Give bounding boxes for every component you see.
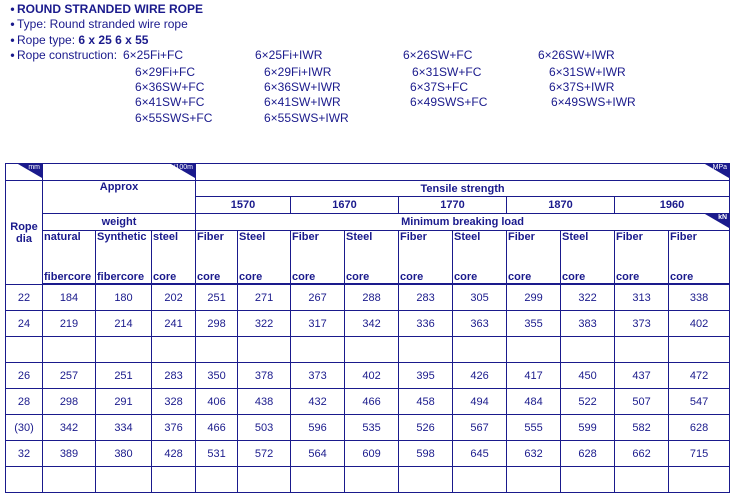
- value-cell: [507, 467, 561, 493]
- value-cell: [615, 337, 669, 363]
- col-label-bottom: core: [346, 271, 370, 283]
- value-cell: [152, 337, 196, 363]
- rope-type-value: 6 x 25 6 x 55: [78, 33, 149, 47]
- value-cell: 628: [669, 415, 730, 441]
- value-cell: 426: [453, 363, 507, 389]
- value-cell: 389: [43, 441, 96, 467]
- value-cell: 628: [561, 441, 615, 467]
- value-cell: 526: [399, 415, 453, 441]
- value-cell: [453, 467, 507, 493]
- value-cell: 291: [96, 389, 152, 415]
- table-row: [6, 285, 730, 311]
- unit-mm-cell: [6, 164, 43, 181]
- value-cell: 484: [507, 389, 561, 415]
- rope-type-line: [8, 33, 148, 47]
- construction-item: 6×49SWS+FC: [410, 95, 488, 109]
- unit-kn: kN: [718, 214, 728, 221]
- value-cell: 342: [43, 415, 96, 441]
- value-cell: 428: [152, 441, 196, 467]
- unit-weight-cell: [43, 164, 196, 181]
- value-cell: [152, 467, 196, 493]
- value-cell: 450: [561, 363, 615, 389]
- col-label-top: Steel: [562, 231, 589, 243]
- value-cell: 522: [561, 389, 615, 415]
- value-cell: 662: [615, 441, 669, 467]
- value-cell: 395: [399, 363, 453, 389]
- value-cell: 202: [152, 285, 196, 311]
- value-cell: 322: [238, 311, 291, 337]
- value-cell: 535: [345, 415, 399, 441]
- value-cell: [345, 467, 399, 493]
- value-cell: 342: [345, 311, 399, 337]
- value-cell: 288: [345, 285, 399, 311]
- table-row: [6, 363, 730, 389]
- value-cell: [561, 337, 615, 363]
- col-label-bottom: core: [197, 271, 221, 283]
- value-cell: 241: [152, 311, 196, 337]
- construction-item: 6×29Fi+IWR: [264, 65, 332, 79]
- value-cell: [96, 337, 152, 363]
- value-cell: 376: [152, 415, 196, 441]
- value-cell: 438: [238, 389, 291, 415]
- col-label-bottom: core: [616, 271, 640, 283]
- unit-mpa: MPa: [712, 164, 728, 171]
- col-label-bottom: core: [153, 271, 177, 283]
- value-cell: [196, 467, 238, 493]
- construction-item: 6×25Fi+IWR: [255, 48, 323, 62]
- col-label-bottom: core: [400, 271, 424, 283]
- value-cell: 184: [43, 285, 96, 311]
- construction-item: 6×37S+IWR: [549, 80, 615, 94]
- value-cell: 494: [453, 389, 507, 415]
- col-1570-fiber: [196, 231, 238, 284]
- grade-1770: 1770: [399, 197, 507, 214]
- value-cell: 334: [96, 415, 152, 441]
- min-breaking-row: [6, 214, 730, 231]
- unit-weight: kg/100m: [166, 164, 194, 171]
- construction-item: 6×25Fi+FC: [123, 48, 184, 62]
- value-cell: 466: [196, 415, 238, 441]
- document-header: [0, 0, 731, 150]
- value-cell: 531: [196, 441, 238, 467]
- rope-dia-cell: 28: [6, 389, 43, 415]
- value-cell: [196, 337, 238, 363]
- construction-item: 6×49SWS+IWR: [551, 95, 636, 109]
- rope-dia-cell: 32: [6, 441, 43, 467]
- bullet-icon: •: [10, 17, 15, 31]
- value-cell: 567: [453, 415, 507, 441]
- value-cell: 373: [291, 363, 345, 389]
- col-label-bottom: core: [239, 271, 263, 283]
- col-label-bottom: core: [454, 271, 478, 283]
- table-row-blank: [6, 337, 730, 363]
- col-label-top: Synthetic: [97, 231, 147, 243]
- col-label-top: steel: [153, 231, 179, 243]
- value-cell: [43, 337, 96, 363]
- approx-header: Approx: [43, 181, 196, 214]
- col-label-bottom: core: [562, 271, 586, 283]
- doc-title: ROUND STRANDED WIRE ROPE: [17, 2, 204, 16]
- construction-item: 6×26SW+IWR: [538, 48, 615, 62]
- value-cell: 406: [196, 389, 238, 415]
- value-cell: [238, 467, 291, 493]
- col-label-top: Steel: [239, 231, 266, 243]
- table-row-blank: [6, 467, 730, 493]
- value-cell: 283: [399, 285, 453, 311]
- value-cell: 336: [399, 311, 453, 337]
- value-cell: 383: [561, 311, 615, 337]
- construction-item: 6×36SW+FC: [135, 80, 205, 94]
- weight-header: weight: [43, 214, 196, 231]
- table-row: [6, 389, 730, 415]
- construction-item: 6×31SW+IWR: [549, 65, 626, 79]
- value-cell: 609: [345, 441, 399, 467]
- value-cell: 507: [615, 389, 669, 415]
- col-label-top: natural: [44, 231, 81, 243]
- value-cell: 466: [345, 389, 399, 415]
- col-1960-fiber-2: [669, 231, 730, 284]
- value-cell: [669, 467, 730, 493]
- value-cell: [561, 467, 615, 493]
- construction-item: 6×55SWS+FC: [135, 111, 213, 125]
- value-cell: 417: [507, 363, 561, 389]
- value-cell: 363: [453, 311, 507, 337]
- grade-1570: 1570: [196, 197, 291, 214]
- value-cell: 432: [291, 389, 345, 415]
- value-cell: 598: [399, 441, 453, 467]
- value-cell: 378: [238, 363, 291, 389]
- value-cell: 555: [507, 415, 561, 441]
- col-label-top: Fiber: [400, 231, 427, 243]
- col-label-top: Fiber: [670, 231, 697, 243]
- value-cell: [291, 467, 345, 493]
- value-cell: 402: [345, 363, 399, 389]
- value-cell: [345, 337, 399, 363]
- construction-item: 6×26SW+FC: [403, 48, 473, 62]
- bullet-icon: •: [10, 2, 15, 16]
- type-text: Type: Round stranded wire rope: [17, 17, 188, 31]
- value-cell: 632: [507, 441, 561, 467]
- bullet-icon: •: [10, 33, 15, 47]
- value-cell: [291, 337, 345, 363]
- value-cell: 596: [291, 415, 345, 441]
- value-cell: 458: [399, 389, 453, 415]
- construction-item: 6×29Fi+FC: [135, 65, 196, 79]
- col-label-top: Fiber: [508, 231, 535, 243]
- construction-item: 6×41SW+FC: [135, 95, 205, 109]
- col-1670-fiber: [291, 231, 345, 284]
- col-label-top: Steel: [346, 231, 373, 243]
- value-cell: 380: [96, 441, 152, 467]
- col-label-bottom: core: [508, 271, 532, 283]
- col-1570-steel: [238, 231, 291, 284]
- value-cell: 299: [507, 285, 561, 311]
- value-cell: 350: [196, 363, 238, 389]
- value-cell: 219: [43, 311, 96, 337]
- min-breaking-load-label: Minimum breaking load: [401, 216, 524, 228]
- table-row: [6, 441, 730, 467]
- value-cell: [43, 467, 96, 493]
- value-cell: 715: [669, 441, 730, 467]
- rope-dia-cell: 24: [6, 311, 43, 337]
- grade-1670: 1670: [291, 197, 399, 214]
- min-breaking-load-header: [196, 214, 730, 231]
- value-cell: [669, 337, 730, 363]
- construction-label-line: [8, 48, 117, 62]
- value-cell: 251: [96, 363, 152, 389]
- doc-title-line: [8, 2, 203, 16]
- rope-dia-cell: [6, 467, 43, 493]
- value-cell: 283: [152, 363, 196, 389]
- type-line: [8, 17, 188, 31]
- unit-mm: mm: [28, 164, 40, 171]
- value-cell: [399, 467, 453, 493]
- value-cell: 267: [291, 285, 345, 311]
- value-cell: 214: [96, 311, 152, 337]
- col-natural-fibercore: [43, 231, 96, 284]
- value-cell: 317: [291, 311, 345, 337]
- value-cell: 582: [615, 415, 669, 441]
- grade-1960: 1960: [615, 197, 730, 214]
- rope-dia-cell: (30): [6, 415, 43, 441]
- value-cell: 402: [669, 311, 730, 337]
- unit-row: [6, 164, 730, 181]
- core-type-row: [6, 231, 730, 284]
- col-label-bottom: fibercore: [97, 271, 145, 283]
- value-cell: 298: [43, 389, 96, 415]
- construction-item: 6×36SW+IWR: [264, 80, 341, 94]
- table-row: [6, 415, 730, 441]
- value-cell: [399, 337, 453, 363]
- col-1770-steel: [453, 231, 507, 284]
- col-label-bottom: core: [292, 271, 316, 283]
- col-label-top: Fiber: [616, 231, 643, 243]
- col-1870-steel: [561, 231, 615, 284]
- table-row: [6, 311, 730, 337]
- value-cell: 437: [615, 363, 669, 389]
- value-cell: [453, 337, 507, 363]
- construction-item: 6×55SWS+IWR: [264, 111, 349, 125]
- value-cell: 251: [196, 285, 238, 311]
- col-1670-steel: [345, 231, 399, 284]
- value-cell: 338: [669, 285, 730, 311]
- construction-item: 6×37S+FC: [410, 80, 469, 94]
- value-cell: 271: [238, 285, 291, 311]
- rope-dia-header: Rope dia: [6, 181, 43, 285]
- value-cell: [507, 337, 561, 363]
- value-cell: 564: [291, 441, 345, 467]
- value-cell: 599: [561, 415, 615, 441]
- rope-dia-cell: 26: [6, 363, 43, 389]
- value-cell: 313: [615, 285, 669, 311]
- value-cell: 355: [507, 311, 561, 337]
- col-label-bottom: core: [670, 271, 694, 283]
- construction-item: 6×31SW+FC: [412, 65, 482, 79]
- col-1870-fiber: [507, 231, 561, 284]
- value-cell: [615, 467, 669, 493]
- value-cell: 472: [669, 363, 730, 389]
- construction-label: Rope construction:: [17, 48, 118, 62]
- col-synthetic-fibercore: [96, 231, 152, 284]
- col-label-top: Fiber: [197, 231, 224, 243]
- col-steel-core: [152, 231, 196, 284]
- value-cell: 180: [96, 285, 152, 311]
- breaking-load-table: [5, 163, 730, 493]
- grade-1870: 1870: [507, 197, 615, 214]
- rope-type-label: Rope type:: [17, 33, 76, 47]
- value-cell: 547: [669, 389, 730, 415]
- value-cell: 328: [152, 389, 196, 415]
- rope-dia-cell: [6, 337, 43, 363]
- value-cell: [96, 467, 152, 493]
- header-row-1: [6, 181, 730, 197]
- rope-dia-cell: 22: [6, 285, 43, 311]
- bullet-icon: •: [10, 48, 15, 62]
- value-cell: 572: [238, 441, 291, 467]
- value-cell: 503: [238, 415, 291, 441]
- col-label-top: Steel: [454, 231, 481, 243]
- value-cell: 373: [615, 311, 669, 337]
- col-label-top: Fiber: [292, 231, 319, 243]
- value-cell: [238, 337, 291, 363]
- construction-item: 6×41SW+IWR: [264, 95, 341, 109]
- value-cell: 305: [453, 285, 507, 311]
- unit-mpa-cell: [196, 164, 730, 181]
- value-cell: 257: [43, 363, 96, 389]
- table-body: [6, 285, 730, 493]
- value-cell: 645: [453, 441, 507, 467]
- value-cell: 322: [561, 285, 615, 311]
- col-1960-fiber: [615, 231, 669, 284]
- value-cell: 298: [196, 311, 238, 337]
- col-1770-fiber: [399, 231, 453, 284]
- col-label-bottom: fibercore: [44, 271, 92, 283]
- tensile-strength-header: Tensile strength: [196, 181, 730, 197]
